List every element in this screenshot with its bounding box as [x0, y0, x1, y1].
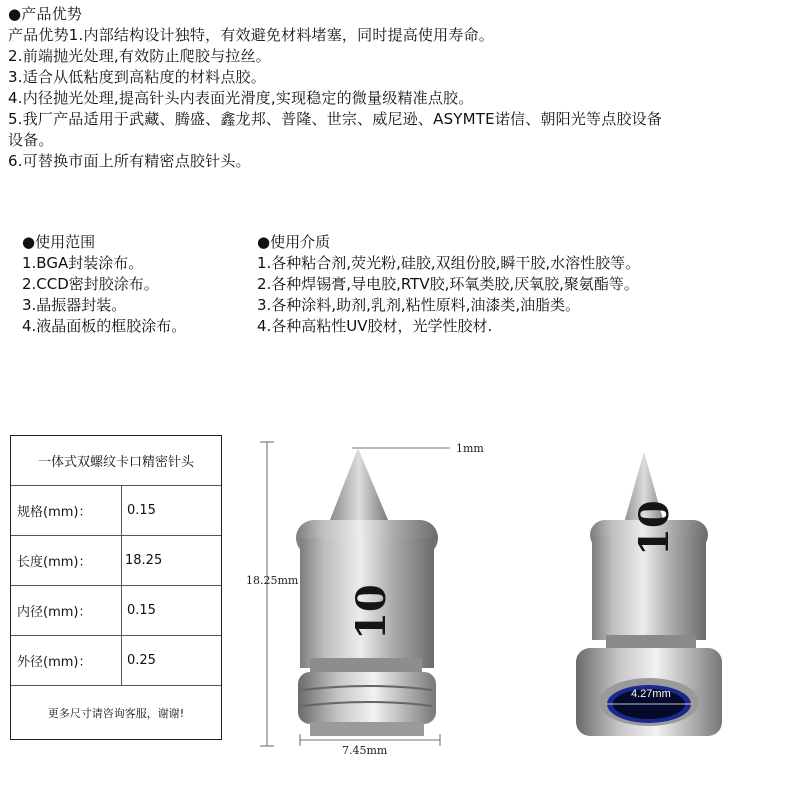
spec-label: 长度(mm)： — [17, 555, 92, 570]
media-section — [257, 232, 640, 337]
spec-label: 规格(mm)： — [17, 505, 92, 520]
spec-value: 0.25 — [127, 653, 156, 668]
spec-value: 0.15 — [127, 603, 156, 618]
table-row — [11, 536, 221, 586]
advantage-line-3: 3.适合从低粘度到高粘度的材料点胶。 — [8, 68, 266, 86]
engraving-right: 10 — [631, 500, 678, 556]
usage-scope-heading: ●使用范围 — [22, 233, 96, 251]
spec-table-footer-row — [11, 686, 221, 739]
engraving-left: 10 — [348, 584, 395, 640]
usage-scope-section — [22, 232, 186, 337]
table-divider — [121, 486, 122, 686]
spec-label: 外径(mm)： — [17, 655, 92, 670]
width-dimension-label: 7.45mm — [342, 744, 388, 757]
media-item: 4.各种高粘性UV胶材，光学性胶材. — [257, 317, 493, 335]
advantage-line-6: 设备。 — [8, 131, 54, 149]
spec-table-footer: 更多尺寸请咨询客服，谢谢! — [47, 706, 185, 720]
media-item: 3.各种涂料,助剂,乳剂,粘性原料,油漆类,油脂类。 — [257, 296, 581, 314]
spec-value: 18.25 — [125, 553, 163, 568]
media-item: 2.各种焊锡膏,导电胶,RTV胶,环氧类胶,厌氧胶,聚氨酯等。 — [257, 275, 639, 293]
table-row — [11, 486, 221, 536]
table-row — [11, 586, 221, 636]
advantage-line-5: 5.我厂产品适用于武藏、腾盛、鑫龙邦、普隆、世宗、威尼逊、ASYMTE诺信、朝阳光等点胶设备 — [8, 110, 663, 128]
usage-scope-item: 2.CCD密封胶涂布。 — [22, 275, 159, 293]
spec-table-title: 一体式双螺纹卡口精密针头 — [37, 455, 194, 470]
spec-table — [10, 435, 222, 740]
spec-table-title-row — [11, 436, 221, 486]
advantage-line-7: 6.可替换市面上所有精密点胶针头。 — [8, 152, 251, 170]
media-heading: ●使用介质 — [257, 233, 331, 251]
media-item: 1.各种粘合剂,荧光粉,硅胶,双组份胶,瞬干胶,水溶性胶等。 — [257, 254, 641, 272]
bore-dimension-label: 4.27mm — [631, 688, 671, 700]
usage-scope-item: 3.晶振器封装。 — [22, 296, 127, 314]
usage-scope-item: 4.液晶面板的框胶涂布。 — [22, 317, 187, 335]
usage-scope-item: 1.BGA封装涂布。 — [22, 254, 144, 272]
advantage-line-4: 4.内径抛光处理,提高针头内表面光滑度,实现稳定的微量级精准点胶。 — [8, 89, 474, 107]
spec-value: 0.15 — [127, 503, 156, 518]
tip-dimension-label: 1mm — [456, 442, 484, 455]
advantages-heading: ●产品优势 — [8, 5, 83, 23]
length-dimension-label: 18.25mm — [246, 574, 299, 587]
product-photo — [230, 420, 790, 769]
table-row — [11, 636, 221, 686]
advantage-line-1: 产品优势1.内部结构设计独特，有效避免材料堵塞，同时提高使用寿命。 — [8, 26, 494, 44]
advantage-line-2: 2.前端抛光处理,有效防止爬胶与拉丝。 — [8, 47, 271, 65]
spec-label: 内径(mm)： — [17, 605, 92, 620]
